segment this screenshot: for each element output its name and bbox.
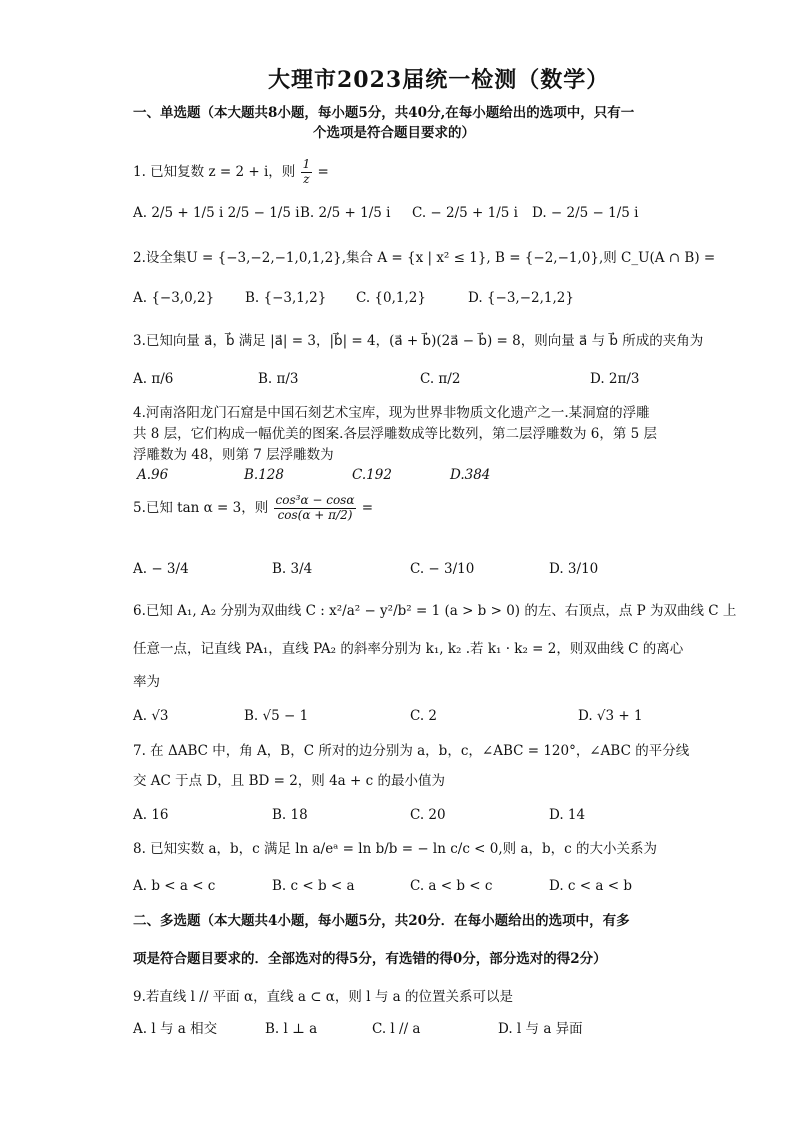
page-title: 大理市2023届统一检测（数学） [268, 67, 610, 93]
q1-stem-b: = [317, 163, 329, 180]
q5-frac-denominator: cos(α + π/2) [277, 507, 353, 522]
q3-option-a: A. π/6 [133, 371, 174, 387]
q5-option-c: C. − 3/10 [410, 561, 475, 577]
q6-option-c: C. 2 [410, 708, 438, 724]
q8-option-b: B. c < b < a [272, 878, 355, 894]
q1-option-d: D. − 2/5 − 1/5 i [532, 205, 639, 221]
q1-frac-denominator: z [303, 171, 310, 186]
question-4-line2: 共 8 层，它们构成一幅优美的图案.各层浮雕数成等比数列，第二层浮雕数为 6，第 5 层 [133, 426, 658, 442]
q8-option-a: A. b < a < c [133, 878, 216, 894]
q9-option-a: A. l 与 a 相交 [133, 1021, 218, 1037]
q5-stem-b: = [361, 499, 374, 516]
q2-option-c: C. {0,1,2} [356, 290, 426, 306]
section1-header-line1: 一、单选题（本大题共8小题，每小题5分，共40分,在每小题给出的选项中，只有一 [133, 105, 635, 121]
q5-option-d: D. 3/10 [549, 561, 599, 577]
q8-option-d: D. c < a < b [549, 878, 632, 894]
question-4-line1: 4.河南洛阳龙门石窟是中国石刻艺术宝库，现为世界非物质文化遗产之一.某洞窟的浮雕 [133, 405, 650, 421]
question-2-stem: 2.设全集U = {−3,−2,−1,0,1,2},集合 A = {x | x² ≤ 1}, B = {−2,−1,0},则 C_U(A ∩ B) = [133, 250, 716, 266]
q7-option-b: B. 18 [272, 807, 308, 823]
q1-option-c: C. − 2/5 + 1/5 i [412, 205, 518, 221]
q4-option-a: A.96 [137, 467, 169, 483]
q9-option-b: B. l ⊥ a [265, 1021, 318, 1037]
q7-option-a: A. 16 [133, 807, 169, 823]
question-4-line3: 浮雕数为 48，则第 7 层浮雕数为 [133, 447, 334, 463]
q1-option-a: A. 2/5 + 1/5 i 2/5 − 1/5 i [133, 205, 300, 221]
q5-stem-a: 5.已知 tan α = 3，则 [133, 499, 269, 516]
question-8-stem: 8. 已知实数 a，b，c 满足 ln a/eᵃ = ln b/b = − ln c/c < 0,则 a，b，c 的大小关系为 [133, 841, 658, 857]
q9-option-d: D. l 与 a 异面 [498, 1021, 583, 1037]
q2-option-b: B. {−3,1,2} [245, 290, 327, 306]
question-3-stem: 3.已知向量 a⃗，b⃗ 满足 |a⃗| = 3，|b⃗| = 4，(a⃗ + b⃗)(2a⃗ − b⃗) = 8，则向量 a⃗ 与 b⃗ 所成的夹角为 [133, 333, 704, 349]
q6-option-d: D. √3 + 1 [578, 708, 643, 724]
q5-frac-numerator: cos³α − cosα [275, 493, 355, 507]
q8-option-c: C. a < b < c [410, 878, 493, 894]
question-6-line2: 任意一点，记直线 PA₁，直线 PA₂ 的斜率分别为 k₁, k₂ .若 k₁ · k₂ = 2，则双曲线 C 的离心 [133, 641, 684, 657]
q6-option-b: B. √5 − 1 [244, 708, 309, 724]
question-9-stem: 9.若直线 l // 平面 α，直线 a ⊂ α，则 l 与 a 的位置关系可以是 [133, 989, 513, 1005]
q5-fraction [274, 494, 357, 523]
section2-header-line1: 二、多选题（本大题共4小题，每小题5分，共20分．在每小题给出的选项中，有多 [133, 913, 630, 929]
q6-option-a: A. √3 [133, 708, 169, 724]
question-6-line1: 6.已知 A₁, A₂ 分别为双曲线 C : x²/a² − y²/b² = 1 (a > b > 0) 的左、右顶点，点 P 为双曲线 C 上 [133, 603, 737, 619]
section1-header-line2: 个选项是符合题目要求的） [313, 125, 475, 141]
q1-stem-a: 1. 已知复数 z = 2 + i，则 [133, 163, 296, 180]
q4-option-b: B.128 [244, 467, 284, 483]
q3-option-c: C. π/2 [420, 371, 461, 387]
question-5-stem [133, 494, 373, 523]
q7-option-d: D. 14 [549, 807, 586, 823]
question-6-line3: 率为 [133, 674, 160, 690]
q1-option-b: B. 2/5 + 1/5 i [300, 205, 391, 221]
question-7-line2: 交 AC 于点 D，且 BD = 2，则 4a + c 的最小值为 [133, 773, 445, 789]
q3-option-d: D. 2π/3 [590, 371, 640, 387]
q1-frac-numerator: 1 [302, 157, 311, 171]
q4-option-c: C.192 [352, 467, 392, 483]
question-7-line1: 7. 在 ΔABC 中，角 A，B，C 所对的边分别为 a，b，c，∠ABC = 120°，∠ABC 的平分线 [133, 743, 690, 759]
question-1-stem [133, 158, 329, 187]
q4-option-d: D.384 [450, 467, 491, 483]
q9-option-c: C. l // a [372, 1021, 421, 1037]
q2-option-d: D. {−3,−2,1,2} [468, 290, 574, 306]
q1-fraction [301, 158, 313, 187]
section2-header-line2: 项是符合题目要求的．全部选对的得5分，有选错的得0分，部分选对的得2分） [133, 951, 607, 967]
q7-option-c: C. 20 [410, 807, 446, 823]
q2-option-a: A. {−3,0,2} [133, 290, 215, 306]
q5-option-a: A. − 3/4 [133, 561, 189, 577]
q3-option-b: B. π/3 [258, 371, 299, 387]
q5-option-b: B. 3/4 [272, 561, 313, 577]
